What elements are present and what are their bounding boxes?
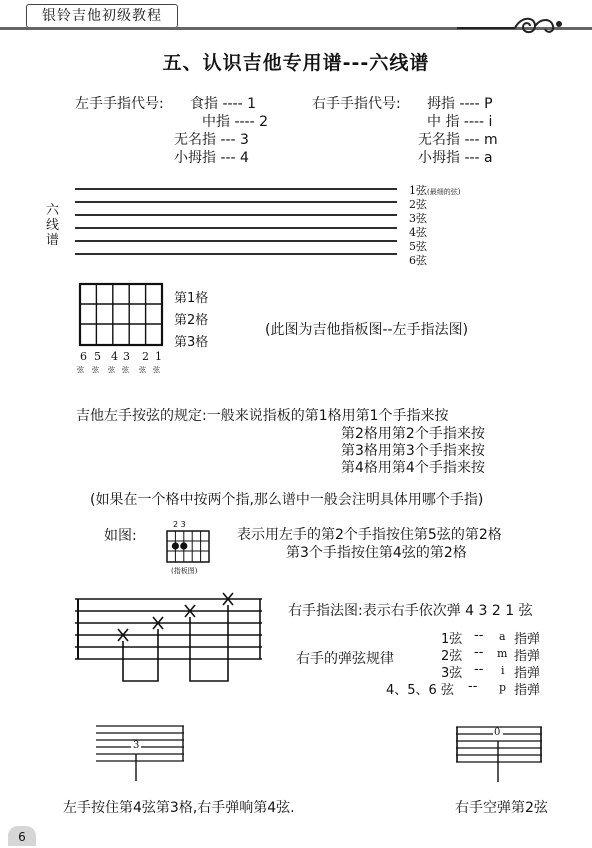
fretboard-string-number: 5 bbox=[94, 350, 101, 363]
fretboard-diagram bbox=[79, 283, 164, 347]
fretboard-caption: (此图为吉他指板图--左手指法图) bbox=[265, 322, 469, 338]
picking-row-action: 指弹 bbox=[514, 632, 541, 647]
rule-line: 第3格用第3个手指来按 bbox=[341, 443, 485, 459]
string-label: 5弦 bbox=[409, 240, 427, 253]
example-finger-numbers: 2 3 bbox=[173, 520, 186, 529]
rule-intro: 吉他左手按弦的规定:一般来说指板的第1格用第1个手指来按 bbox=[76, 408, 449, 424]
left-hand-item: 小拇指 --- 4 bbox=[174, 150, 249, 166]
page-number: 6 bbox=[8, 826, 36, 846]
fretboard-string-number: 4 bbox=[111, 350, 118, 363]
right-hand-item: 小拇指 --- a bbox=[418, 150, 493, 166]
rule-line: 第2格用第2个手指来按 bbox=[341, 426, 485, 442]
picking-row-dash: -- bbox=[474, 628, 484, 643]
fretboard-string-word: 弦 bbox=[122, 366, 129, 374]
picking-row-finger: p bbox=[499, 681, 507, 694]
right-hand-item: 无名指 --- m bbox=[418, 132, 498, 148]
tab-fret-number: 3 bbox=[133, 740, 140, 751]
fret-label: 第2格 bbox=[174, 313, 209, 328]
string-label: 4弦 bbox=[409, 226, 427, 239]
fret-label: 第3格 bbox=[174, 335, 209, 350]
page-title: 五、认识吉他专用谱---六线谱 bbox=[162, 52, 430, 74]
rule-line: 第4格用第4个手指来按 bbox=[341, 460, 485, 476]
picking-row-finger: m bbox=[497, 647, 508, 660]
picking-rule-label: 右手的弹弦规律 bbox=[296, 651, 394, 667]
left-hand-item: 食指 ---- 1 bbox=[190, 96, 257, 112]
tab-example-fretted bbox=[96, 723, 186, 783]
string-label-1: 1弦 bbox=[409, 184, 427, 197]
left-hand-item: 中指 ---- 2 bbox=[202, 114, 269, 130]
book-title-box: 银铃吉他初级教程 bbox=[26, 4, 178, 28]
right-hand-item: 中 指 ---- i bbox=[427, 114, 493, 130]
left-hand-label: 左手手指代号: bbox=[75, 96, 164, 112]
picking-row-action: 指弹 bbox=[514, 683, 541, 698]
picking-row-string: 3弦 bbox=[441, 666, 463, 681]
example-label: 如图: bbox=[104, 528, 137, 544]
staff-side-char: 线 bbox=[46, 218, 60, 233]
thinnest-string-note: (最细的弦) bbox=[427, 188, 461, 196]
staff-side-char: 谱 bbox=[46, 233, 60, 248]
right-hand-label: 右手手指代号: bbox=[312, 96, 401, 112]
tab-example-caption: 左手按住第4弦第3格,右手弹响第4弦. bbox=[63, 800, 295, 816]
picking-pattern-tab bbox=[75, 595, 265, 687]
two-finger-note: (如果在一个格中按两个指,那么谱中一般会注明具体用哪个手指) bbox=[90, 492, 484, 508]
fretboard-string-word: 弦 bbox=[153, 366, 160, 374]
picking-row-string: 1弦 bbox=[441, 632, 463, 647]
example-line: 表示用左手的第2个手指按住第5弦的第2格 bbox=[237, 527, 502, 543]
tab-example-open bbox=[456, 724, 546, 784]
picking-row-action: 指弹 bbox=[514, 649, 541, 664]
picking-row-dash: -- bbox=[468, 679, 478, 694]
fretboard-string-word: 弦 bbox=[108, 366, 115, 374]
right-hand-item: 拇指 ---- P bbox=[427, 96, 493, 112]
staff-side-char: 六 bbox=[46, 203, 60, 218]
fretboard-string-word: 弦 bbox=[77, 366, 84, 374]
example-line: 第3个手指按住第4弦的第2格 bbox=[286, 545, 467, 561]
picking-row-finger: a bbox=[499, 630, 506, 643]
fretboard-string-word: 弦 bbox=[139, 366, 146, 374]
tab-fret-number: 0 bbox=[494, 727, 501, 738]
example-chord-diagram bbox=[166, 530, 210, 564]
six-line-staff bbox=[75, 186, 400, 261]
picking-row-string: 4、5、6 弦 bbox=[386, 683, 454, 698]
left-hand-item: 无名指 --- 3 bbox=[174, 132, 249, 148]
picking-row-dash: -- bbox=[474, 645, 484, 660]
tab-example-caption: 右手空弹第2弦 bbox=[455, 800, 548, 816]
picking-row-string: 2弦 bbox=[441, 649, 463, 664]
string-label: 6弦 bbox=[409, 254, 427, 267]
fretboard-string-word: 弦 bbox=[92, 366, 99, 374]
example-diagram-caption: (指板图) bbox=[171, 567, 198, 575]
fretboard-string-number: 2 bbox=[142, 350, 149, 363]
clef-ornament-icon bbox=[455, 14, 565, 36]
fret-label: 第1格 bbox=[174, 291, 209, 306]
string-label: 2弦 bbox=[409, 198, 427, 211]
string-label: 3弦 bbox=[409, 212, 427, 225]
staff-side-label bbox=[46, 203, 59, 248]
fretboard-string-number: 1 bbox=[155, 350, 162, 363]
picking-row-action: 指弹 bbox=[514, 666, 541, 681]
picking-title: 右手指法图:表示右手依次弹 4 3 2 1 弦 bbox=[288, 603, 533, 619]
fretboard-string-number: 6 bbox=[80, 350, 87, 363]
picking-row-dash: -- bbox=[474, 662, 484, 677]
fretboard-string-number: 3 bbox=[123, 350, 130, 363]
picking-row-finger: i bbox=[501, 664, 505, 677]
